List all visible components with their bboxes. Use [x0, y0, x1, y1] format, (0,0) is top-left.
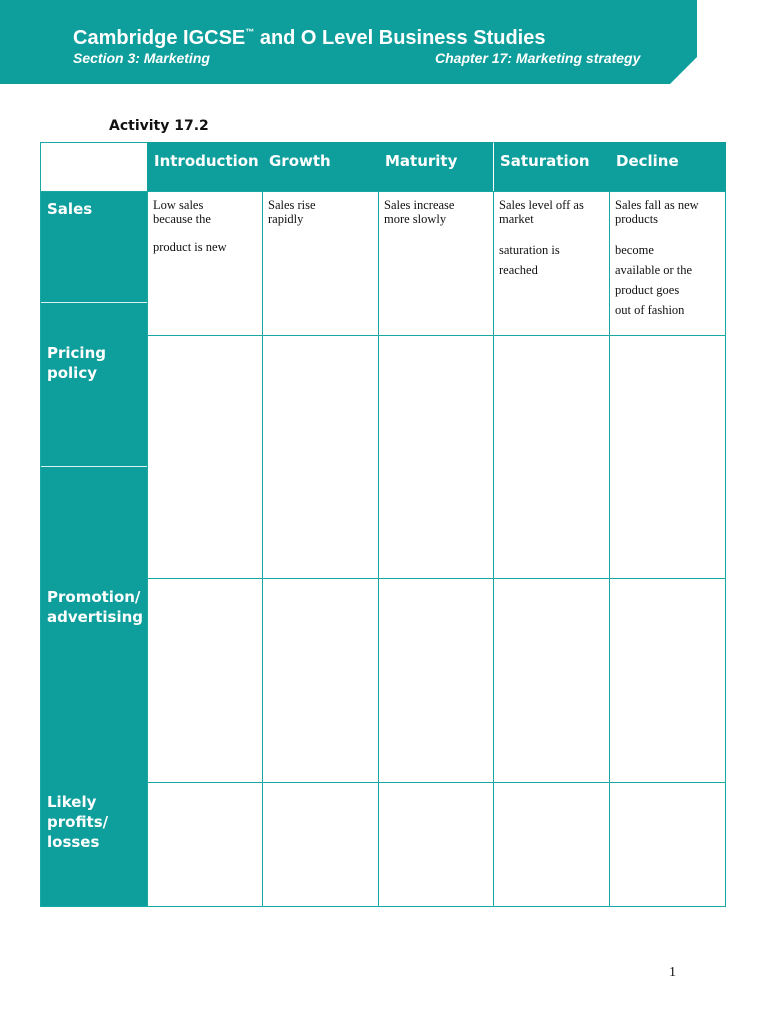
sales-growth-cell[interactable]	[262, 191, 379, 336]
row-label-pricing-policy: Pricing policy	[47, 344, 106, 382]
column-header-maturity: Maturity	[378, 142, 494, 192]
row-label-profits: Likely profits/ losses	[47, 793, 109, 851]
pricing-maturity-cell[interactable]	[378, 335, 494, 579]
promotion-introduction-cell[interactable]	[147, 578, 263, 783]
promotion-maturity-cell[interactable]	[378, 578, 494, 783]
row-label-promotion: Promotion/ advertising	[47, 588, 144, 626]
pricing-decline-cell[interactable]	[609, 335, 726, 579]
cell-text: because the	[153, 212, 211, 226]
cell-text: Sales level off as	[499, 198, 584, 212]
cell-text: become	[615, 243, 654, 257]
trademark-symbol: ™	[245, 27, 255, 37]
sales-maturity-cell[interactable]	[378, 191, 494, 336]
cell-text: Sales fall as new	[615, 198, 699, 212]
cell-text: Low sales	[153, 198, 204, 212]
cell-text: out of fashion	[615, 303, 685, 317]
cell-text: saturation is	[499, 243, 560, 257]
cell-text: market	[499, 212, 534, 226]
cell-text: more slowly	[384, 212, 447, 226]
title-main: Cambridge IGCSE	[73, 27, 246, 49]
cell-text: product is new	[153, 240, 227, 254]
profits-maturity-cell[interactable]	[378, 782, 494, 907]
chapter-label: Chapter 17: Marketing strategy	[435, 50, 641, 66]
table-corner-cell	[40, 142, 148, 192]
profits-growth-cell[interactable]	[262, 782, 379, 907]
promotion-saturation-cell[interactable]	[493, 578, 610, 783]
promotion-decline-cell[interactable]	[609, 578, 726, 783]
activity-table	[40, 142, 726, 907]
cell-text: products	[615, 212, 659, 226]
pricing-introduction-cell[interactable]	[147, 335, 263, 579]
cell-text: rapidly	[268, 212, 304, 226]
cell-text: available or the	[615, 263, 693, 277]
pricing-saturation-cell[interactable]	[493, 335, 610, 579]
pricing-growth-cell[interactable]	[262, 335, 379, 579]
activity-heading: Activity 17.2	[109, 118, 209, 134]
profits-saturation-cell[interactable]	[493, 782, 610, 907]
cell-text: reached	[499, 263, 538, 277]
section-label: Section 3: Marketing	[73, 50, 210, 66]
sales-introduction-cell[interactable]	[147, 191, 263, 336]
column-header-growth: Growth	[262, 142, 379, 192]
sales-saturation-cell[interactable]	[493, 191, 610, 336]
cell-text: product goes	[615, 283, 680, 297]
promotion-growth-cell[interactable]	[262, 578, 379, 783]
profits-decline-cell[interactable]	[609, 782, 726, 907]
title-rest: and O Level Business Studies	[254, 27, 546, 49]
sales-decline-cell[interactable]	[609, 191, 726, 336]
column-header-decline: Decline	[609, 142, 726, 192]
sidebar-outline	[40, 191, 148, 907]
page-number: 1	[669, 965, 676, 980]
column-header-introduction: Introduction	[147, 142, 263, 192]
cell-text: Sales rise	[268, 198, 316, 212]
profits-introduction-cell[interactable]	[147, 782, 263, 907]
row-label-sales: Sales	[47, 200, 93, 218]
document-title	[73, 27, 545, 50]
cell-text: Sales increase	[384, 198, 455, 212]
column-header-saturation: Saturation	[493, 142, 610, 192]
